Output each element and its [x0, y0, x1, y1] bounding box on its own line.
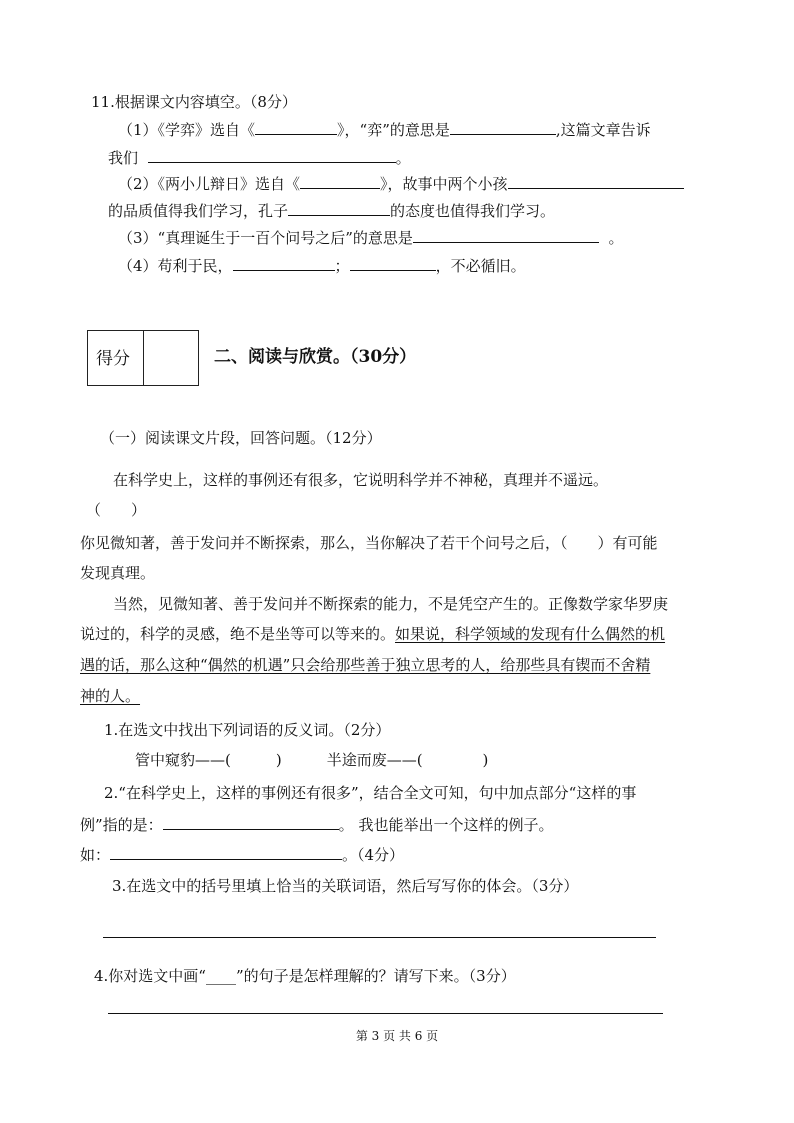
question-2-line-3 — [80, 845, 404, 865]
passage-line-6 — [80, 624, 665, 644]
answer-line[interactable] — [108, 1013, 663, 1014]
q11-text: （3）“真理诞生于一百个问号之后”的意思是 — [118, 229, 413, 247]
passage-line-3: 你见微知著，善于发问并不断探索，那么，当你解决了若干个问号之后，（ ）有可能 — [80, 534, 658, 552]
score-label: 得分 — [96, 349, 130, 369]
answer-blank[interactable] — [413, 228, 599, 243]
question-2: 2.“在科学史上，这样的事例还有很多”，结合全文可知，句中加点部分“这样的事 — [104, 784, 637, 802]
passage-line-5: 当然，见微知著、善于发问并不断探索的能力，不是凭空产生的。正像数学家华罗庚 — [113, 595, 669, 613]
underlined-sentence-end: 神的人。 — [80, 687, 141, 705]
q11-line-1 — [118, 120, 651, 140]
q11-text: 的品质值得我们学习，孔子 — [108, 202, 289, 220]
section-heading: 二、阅读与欣赏。（30分） — [214, 347, 417, 367]
answer-line[interactable] — [103, 937, 656, 938]
answer-blank[interactable] — [163, 815, 339, 830]
score-box — [87, 330, 199, 386]
q11-text: 的态度也值得我们学习。 — [390, 202, 556, 220]
question-text: 。 我也能举出一个这样的例子。 — [338, 816, 554, 834]
question-4: 4.你对选文中画“____”的句子是怎样理解的？请写下来。（3分） — [94, 967, 516, 985]
underlined-sentence-cont: 遇的话，那么这种“偶然的机遇”只会给那些善于独立思考的人，给那些具有锲而不舍精 — [80, 656, 651, 674]
question-text: 如： — [80, 846, 111, 864]
passage-text: 说过的，科学的灵感，绝不是坐等可以等来的。 — [80, 625, 396, 643]
q11-text: ,这篇文章告诉 — [555, 121, 651, 139]
score-label-cell — [88, 331, 144, 385]
part1-title: （一）阅读课文片段，回答问题。（12分） — [100, 429, 382, 447]
question-text: 。（4分） — [342, 846, 405, 864]
answer-blank[interactable] — [255, 120, 337, 135]
q11-line-4 — [108, 201, 555, 221]
answer-blank[interactable] — [450, 120, 556, 135]
q11-line-6 — [118, 256, 526, 276]
passage-line-4: 发现真理。 — [80, 564, 156, 582]
q11-line-2 — [108, 148, 411, 168]
q11-text: 我们 — [108, 149, 139, 167]
question-3: 3.在选文中的括号里填上恰当的关联词语，然后写写你的体会。（3分） — [112, 877, 579, 895]
answer-blank[interactable] — [148, 148, 396, 163]
q11-title: 11.根据课文内容填空。（8分） — [91, 93, 297, 111]
question-text: 例”指的是： — [80, 816, 163, 834]
question-1: 1.在选文中找出下列词语的反义词。（2分） — [104, 721, 391, 739]
question-2-line-2 — [80, 815, 553, 835]
answer-blank[interactable] — [350, 256, 436, 271]
answer-blank[interactable] — [508, 174, 684, 189]
answer-blank[interactable] — [233, 256, 335, 271]
q11-line-5 — [118, 228, 623, 248]
q11-text: ，不必循旧。 — [435, 257, 526, 275]
q11-text: （2）《两小儿辩日》选自《 — [118, 175, 301, 193]
q11-text: 》，“弈”的意思是 — [337, 121, 450, 139]
q11-text: ； — [334, 257, 350, 275]
q11-line-3 — [118, 174, 684, 194]
q11-text: （1）《学弈》选自《 — [118, 121, 256, 139]
underlined-sentence: 如果说，科学领域的发现有什么偶然的机 — [395, 625, 666, 643]
q11-text: 》，故事中两个小孩 — [380, 175, 508, 193]
answer-blank[interactable] — [300, 174, 380, 189]
passage-line-1: 在科学史上，这样的事例还有很多，它说明科学并不神秘，真理并不遥远。 — [113, 471, 609, 489]
q11-text: （4）苟利于民， — [118, 257, 233, 275]
answer-blank[interactable] — [110, 845, 342, 860]
question-1-items[interactable]: 管中窥豹——( ) 半途而废——( ) — [135, 751, 489, 769]
page-number: 第 3 页 共 6 页 — [355, 1029, 439, 1043]
q11-text: 。 — [608, 229, 624, 247]
passage-blank-paren[interactable]: （ ） — [86, 501, 147, 519]
q11-text: 。 — [395, 149, 411, 167]
answer-blank[interactable] — [288, 201, 390, 216]
